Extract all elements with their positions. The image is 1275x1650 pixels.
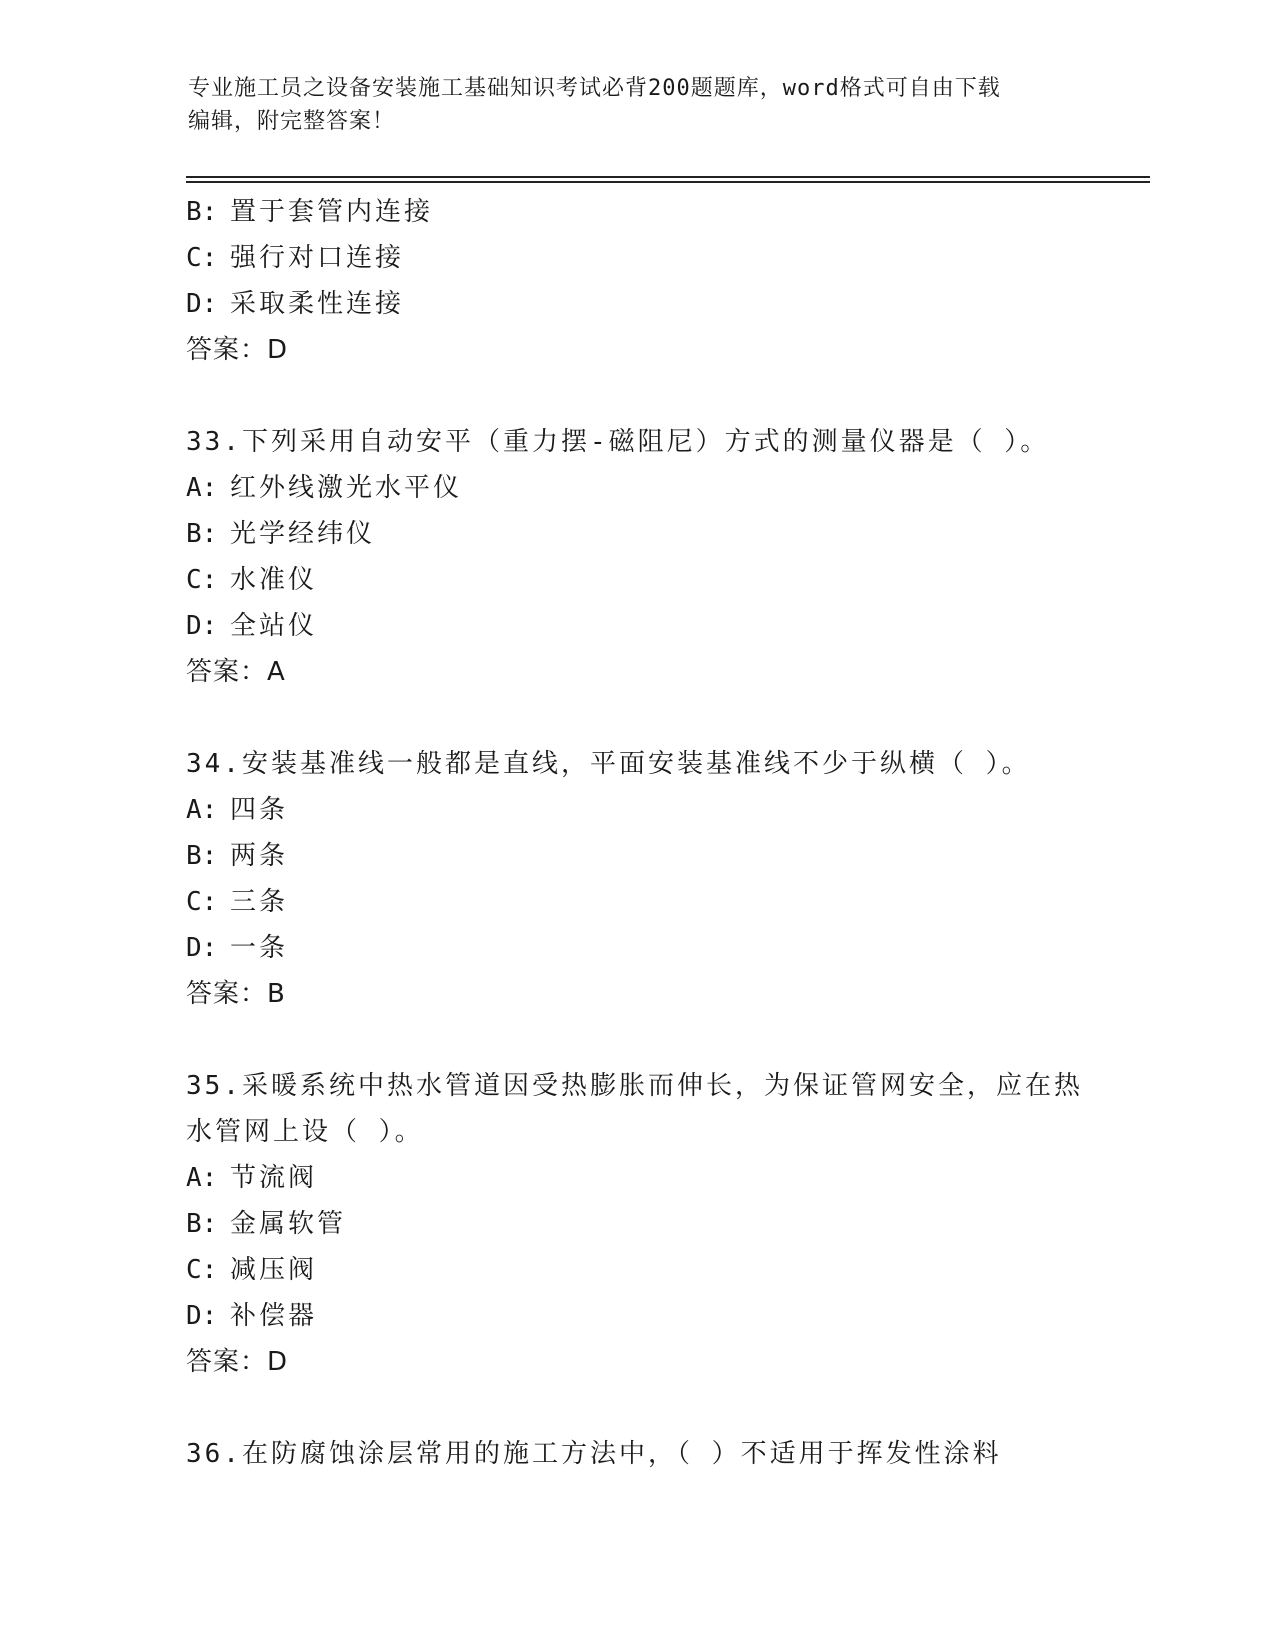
question-list — [186, 189, 1086, 1477]
spacer — [186, 1385, 1086, 1431]
question-stem-continued: 水管网上设（ ）。 — [186, 1117, 424, 1147]
answer-line: 答案：D — [186, 1347, 289, 1377]
question-stem: 35.采暖系统中热水管道因受热膨胀而伸长，为保证管网安全，应在热 — [186, 1071, 1083, 1101]
option-d: D: 全站仪 — [186, 611, 318, 641]
option-c: C: 三条 — [186, 887, 289, 917]
question-stem: 33.下列采用自动安平（重力摆-磁阻尼）方式的测量仪器是（ ）。 — [186, 427, 1050, 457]
option-b: B: 置于套管内连接 — [186, 197, 434, 227]
question-block-34 — [186, 741, 1086, 1017]
option-d: D: 补偿器 — [186, 1301, 318, 1331]
spacer — [186, 1017, 1086, 1063]
option-c: C: 减压阀 — [186, 1255, 318, 1285]
header-divider-top — [186, 176, 1150, 178]
answer-line: 答案：A — [186, 657, 286, 687]
header-divider-bottom — [186, 181, 1150, 183]
answer-line: 答案：D — [186, 335, 289, 365]
header-title-line-1: 专业施工员之设备安装施工基础知识考试必背200题题库，word格式可自由下载 — [188, 76, 1001, 101]
option-a: A: 红外线激光水平仪 — [186, 473, 463, 503]
answer-line: 答案：B — [186, 979, 286, 1009]
header-title-line-2: 编辑，附完整答案！ — [188, 109, 396, 134]
question-stem: 36.在防腐蚀涂层常用的施工方法中，（ ）不适用于挥发性涂料 — [186, 1439, 1002, 1469]
option-b: B: 光学经纬仪 — [186, 519, 376, 549]
document-header — [188, 72, 1068, 138]
option-d: D: 一条 — [186, 933, 289, 963]
option-d: D: 采取柔性连接 — [186, 289, 405, 319]
question-block-32-continued — [186, 189, 1086, 373]
spacer — [186, 373, 1086, 419]
option-b: B: 两条 — [186, 841, 289, 871]
option-c: C: 水准仪 — [186, 565, 318, 595]
question-block-33 — [186, 419, 1086, 695]
option-b: B: 金属软管 — [186, 1209, 347, 1239]
question-block-35 — [186, 1063, 1086, 1385]
question-stem: 34.安装基准线一般都是直线，平面安装基准线不少于纵横（ ）。 — [186, 749, 1031, 779]
option-a: A: 节流阀 — [186, 1163, 318, 1193]
option-a: A: 四条 — [186, 795, 289, 825]
question-block-36 — [186, 1431, 1086, 1477]
option-c: C: 强行对口连接 — [186, 243, 405, 273]
spacer — [186, 695, 1086, 741]
